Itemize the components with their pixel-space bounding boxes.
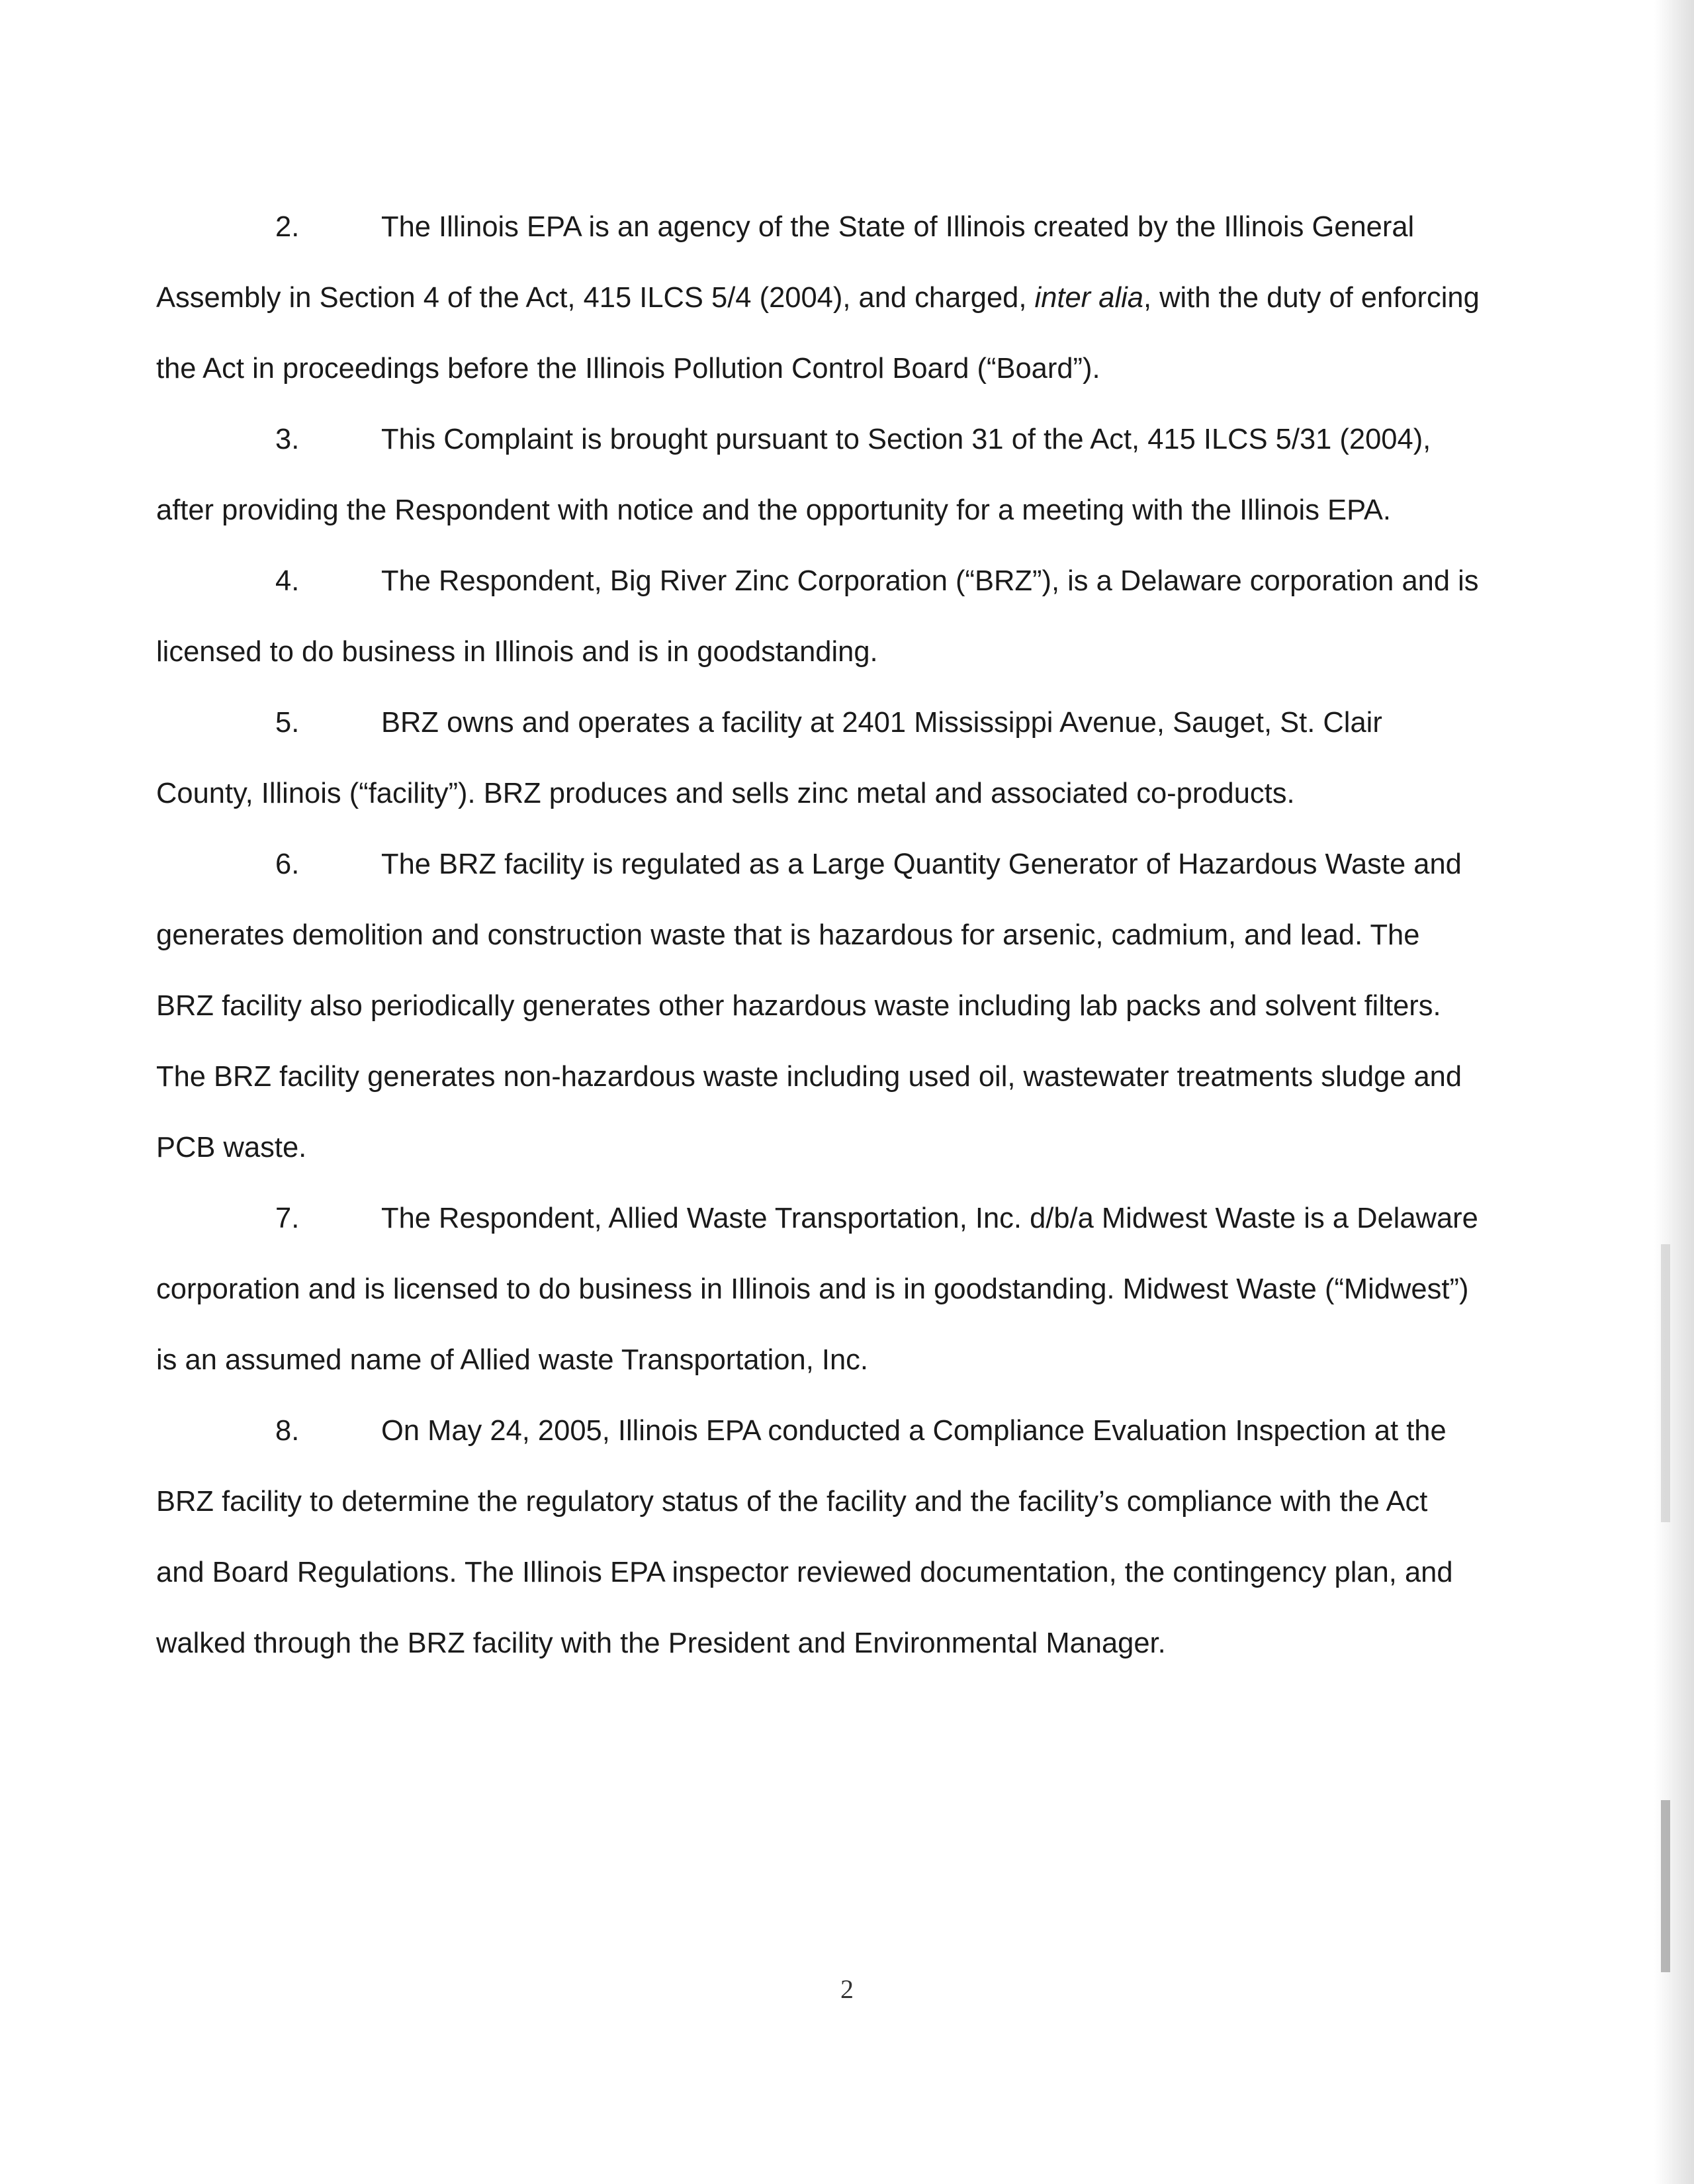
paragraph-number: 6.: [275, 848, 300, 880]
paragraph-number: 8.: [275, 1415, 300, 1447]
paragraph-2: [156, 192, 1480, 404]
paragraph-6: [156, 829, 1480, 1183]
paragraph-text: On May 24, 2005, Illinois EPA conducted a Compliance Evaluation Inspection at the BRZ facility to determine the regulatory status of the facility and the facility’s compliance with the Act and Board Regulations. The Illinois EPA inspector reviewed documentation, the contingency plan, and walked through the BRZ facility with the President and Environmental Manager.: [156, 1415, 1453, 1659]
paragraph-4: [156, 546, 1480, 688]
paragraph-number: 3.: [275, 424, 300, 455]
document-body: [156, 192, 1480, 1679]
paragraph-7: [156, 1183, 1480, 1396]
scan-edge-shading: [1654, 0, 1694, 2184]
paragraph-number: 5.: [275, 707, 300, 739]
paragraph-3: [156, 404, 1480, 546]
paragraph-number: 4.: [275, 565, 300, 597]
page-number: 2: [840, 1974, 854, 2004]
paragraph-text: The Illinois EPA is an agency of the State of Illinois created by the Illinois General Assembly in Section 4 of the Act, 415 ILCS 5/4 (2004), and charged,: [156, 211, 1415, 314]
scan-edge-mark: [1661, 1244, 1670, 1522]
paragraph-italic-text: inter alia: [1034, 282, 1143, 314]
paragraph-number: 7.: [275, 1203, 300, 1234]
scan-edge-dark-mark: [1661, 1800, 1670, 1972]
paragraph-text: The Respondent, Allied Waste Transportation, Inc. d/b/a Midwest Waste is a Delaware corporation and is licensed to do business in Illinois and is in goodstanding. Midwest Waste (“Midwest”) is an assumed name of Allied waste Transportation, Inc.: [156, 1203, 1478, 1376]
paragraph-text: The Respondent, Big River Zinc Corporation (“BRZ”), is a Delaware corporation and is licensed to do business in Illinois and is in goodstanding.: [156, 565, 1479, 668]
paragraph-text: The BRZ facility is regulated as a Large Quantity Generator of Hazardous Waste and generates demolition and construction waste that is hazardous for arsenic, cadmium, and lead. The BRZ facility also periodically generates other hazardous waste including lab packs and solvent filters. The BRZ facility generates non-hazardous waste including used oil, wastewater treatments sludge and PCB waste.: [156, 848, 1462, 1163]
paragraph-text: BRZ owns and operates a facility at 2401 Mississippi Avenue, Sauget, St. Clair County, Illinois (“facility”). BRZ produces and sells zinc metal and associated co-products.: [156, 707, 1382, 809]
paragraph-text-continued: , with the duty of enforcing the Act in proceedings before the Illinois Pollution Control Board (“Board”).: [156, 282, 1480, 385]
paragraph-5: [156, 688, 1480, 829]
paragraph-8: [156, 1396, 1480, 1679]
paragraph-number: 2.: [275, 211, 300, 243]
paragraph-text: This Complaint is brought pursuant to Section 31 of the Act, 415 ILCS 5/31 (2004), after providing the Respondent with notice and the opportunity for a meeting with the Illinois EPA.: [156, 424, 1431, 526]
